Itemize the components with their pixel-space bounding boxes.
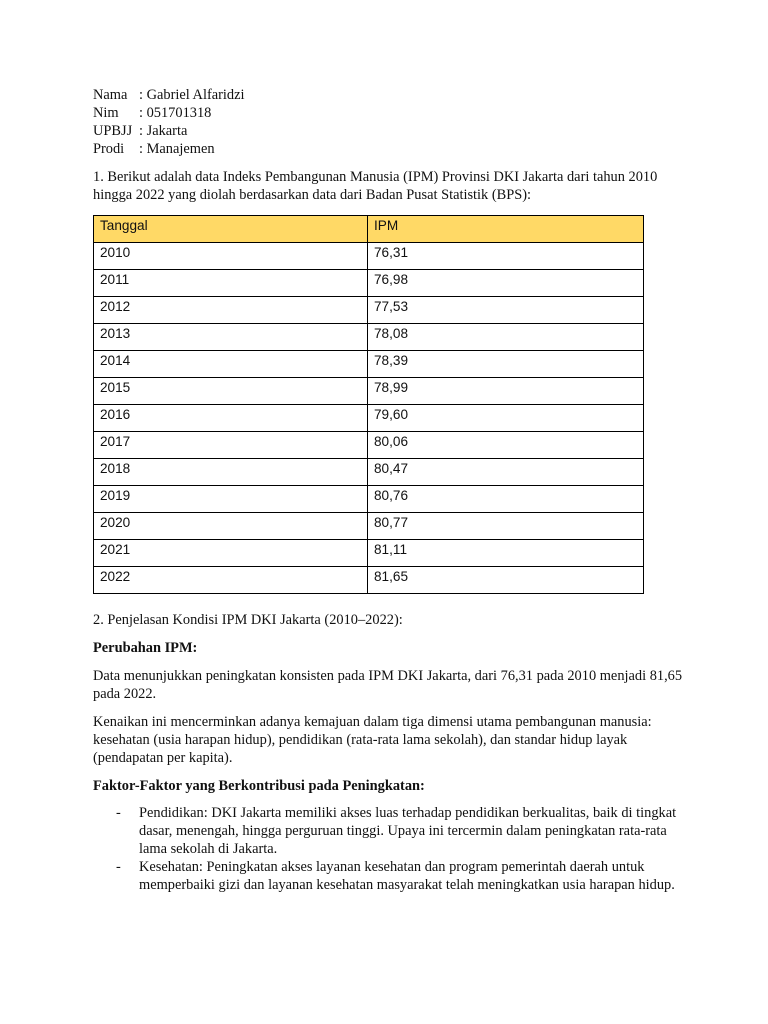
info-value: : 051701318: [139, 105, 212, 121]
cell-ipm: 80,76: [368, 486, 644, 513]
info-value: : Manajemen: [139, 141, 215, 157]
cell-ipm: 80,06: [368, 432, 644, 459]
column-header-tanggal: Tanggal: [94, 216, 368, 243]
bullet-text: Pendidikan: DKI Jakarta memiliki akses luas terhadap pendidikan berkualitas, baik di tingkat dasar, menengah, hingga perguruan tinggi. Upaya ini tercermin dalam peningkatan rata-rata lama sekolah di Jakarta.: [139, 805, 677, 857]
table-header-row: [94, 216, 644, 243]
cell-ipm: 81,65: [368, 567, 644, 594]
cell-ipm: 77,53: [368, 297, 644, 324]
document-page: [93, 86, 683, 893]
paragraph-kenaikan: Kenaikan ini mencerminkan adanya kemajuan dalam tiga dimensi utama pembangunan manusia: kesehatan (usia harapan hidup), pendidikan (rata-rata lama sekolah), dan standar hidup layak (pendapatan per kapita).: [93, 714, 652, 766]
cell-year: 2019: [94, 486, 368, 513]
info-label: Prodi: [93, 141, 125, 157]
cell-ipm: 78,39: [368, 351, 644, 378]
info-row-prodi: [93, 140, 683, 158]
cell-year: 2012: [94, 297, 368, 324]
table-row: [94, 486, 644, 513]
table-row: [94, 351, 644, 378]
table-row: [94, 459, 644, 486]
cell-year: 2020: [94, 513, 368, 540]
cell-ipm: 78,08: [368, 324, 644, 351]
heading-faktor: Faktor-Faktor yang Berkontribusi pada Peningkatan:: [93, 778, 425, 794]
cell-year: 2018: [94, 459, 368, 486]
cell-ipm: 80,77: [368, 513, 644, 540]
table-row: [94, 270, 644, 297]
list-item: [93, 804, 683, 858]
info-row-upbjj: [93, 122, 683, 140]
cell-year: 2011: [94, 270, 368, 297]
table-row: [94, 324, 644, 351]
info-row-nim: [93, 104, 683, 122]
table-row: [94, 432, 644, 459]
info-value: : Gabriel Alfaridzi: [139, 87, 245, 103]
info-label: Nim: [93, 105, 119, 121]
cell-year: 2010: [94, 243, 368, 270]
cell-year: 2014: [94, 351, 368, 378]
factor-list: [93, 804, 683, 894]
table-row: [94, 567, 644, 594]
table-row: [94, 378, 644, 405]
table-row: [94, 540, 644, 567]
intro-paragraph: 1. Berikut adalah data Indeks Pembangunan Manusia (IPM) Provinsi DKI Jakarta dari tahun 2010 hingga 2022 yang diolah berdasarkan data dari Badan Pusat Statistik (BPS):: [93, 169, 658, 203]
cell-year: 2022: [94, 567, 368, 594]
table-row: [94, 405, 644, 432]
table-row: [94, 513, 644, 540]
bullet-text: Kesehatan: Peningkatan akses layanan kesehatan dan program pemerintah daerah untuk memperbaiki gizi dan layanan kesehatan masyarakat telah meningkatkan usia harapan hidup.: [139, 859, 675, 893]
cell-year: 2016: [94, 405, 368, 432]
cell-year: 2013: [94, 324, 368, 351]
cell-ipm: 76,31: [368, 243, 644, 270]
ipm-table: [93, 215, 644, 594]
paragraph-perubahan: Data menunjukkan peningkatan konsisten pada IPM DKI Jakarta, dari 76,31 pada 2010 menjadi 81,65 pada 2022.: [93, 668, 683, 702]
info-value: : Jakarta: [139, 123, 188, 139]
info-row-nama: [93, 86, 683, 104]
bullet-marker: -: [116, 805, 121, 821]
section-title: 2. Penjelasan Kondisi IPM DKI Jakarta (2010–2022):: [93, 612, 403, 628]
cell-ipm: 80,47: [368, 459, 644, 486]
student-info: [93, 86, 683, 158]
list-item: [93, 858, 683, 894]
column-header-ipm: IPM: [368, 216, 644, 243]
cell-year: 2017: [94, 432, 368, 459]
cell-ipm: 78,99: [368, 378, 644, 405]
heading-perubahan-ipm: Perubahan IPM:: [93, 640, 198, 656]
cell-year: 2015: [94, 378, 368, 405]
bullet-marker: -: [116, 859, 121, 875]
cell-ipm: 76,98: [368, 270, 644, 297]
info-label: UPBJJ: [93, 123, 133, 139]
cell-ipm: 81,11: [368, 540, 644, 567]
cell-year: 2021: [94, 540, 368, 567]
table-row: [94, 243, 644, 270]
cell-ipm: 79,60: [368, 405, 644, 432]
table-row: [94, 297, 644, 324]
info-label: Nama: [93, 87, 128, 103]
section-2: [93, 611, 683, 894]
